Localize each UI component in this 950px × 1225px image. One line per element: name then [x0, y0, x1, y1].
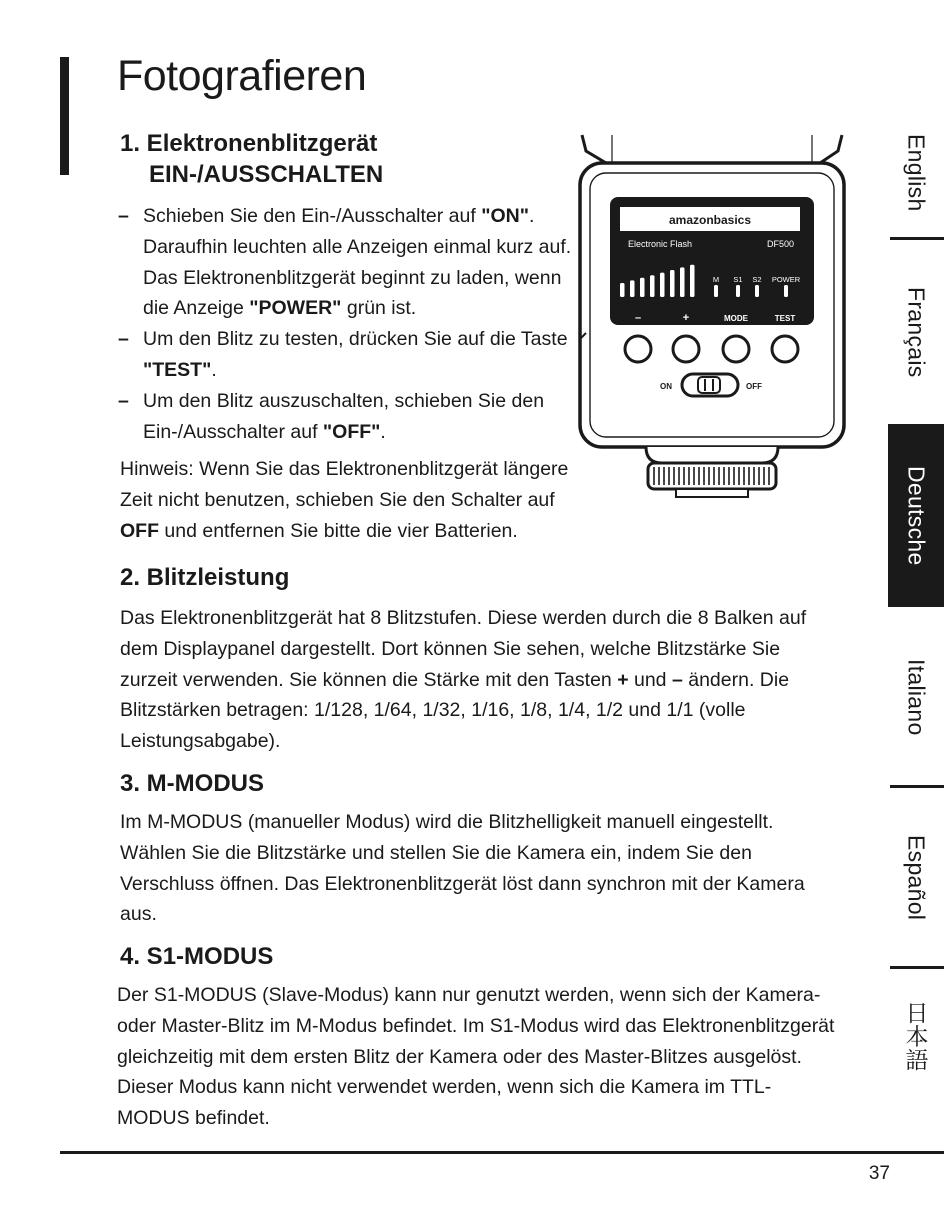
plus-symbol: +	[617, 668, 629, 691]
indicator-led-s1	[736, 285, 740, 297]
bullet-dash: –	[118, 205, 129, 227]
bullet-text: .	[211, 358, 217, 381]
bullet-text: Um den Blitz auszuschalten, schieben Sie den Ein-/Ausschalter auf	[143, 389, 545, 443]
power-level-bar	[660, 273, 665, 297]
page-title: Fotografieren	[117, 52, 367, 100]
flash-model-label: Electronic Flash	[628, 239, 693, 249]
bullet-text: .	[380, 420, 386, 443]
bullet-bold-power: "POWER"	[249, 297, 342, 320]
bullet-text: Schieben Sie den Ein-/Ausschalter auf	[143, 205, 482, 227]
minus-symbol: –	[671, 668, 683, 691]
indicator-led-power	[784, 285, 788, 297]
note-text: und entfernen Sie bitte die vier Batterien.	[159, 519, 518, 542]
section-marker-bar	[60, 57, 69, 175]
list-item	[118, 386, 578, 448]
tab-japanese[interactable]	[888, 972, 944, 1100]
tab-label: Italiano	[903, 658, 930, 736]
paragraph-text: ändern. Die Blitzstärken betragen: 1/128, 1/64, 1/32, 1/16, 1/8, 1/4, 1/2 und 1/1 (volle Leistungsabgabe).	[120, 668, 790, 753]
switch-label-off: OFF	[746, 382, 762, 391]
page-number: 37	[868, 1163, 890, 1184]
flash-brand-text: amazonbasics	[668, 213, 752, 227]
flash-plus-button	[673, 336, 699, 362]
power-level-bar	[680, 267, 685, 297]
section2-text	[120, 603, 840, 757]
tab-deutsche[interactable]	[888, 424, 944, 607]
power-level-bar	[670, 270, 675, 297]
flash-model-number: DF500	[766, 239, 794, 249]
section3-text: Im M-MODUS (manueller Modus) wird die Blitzhelligkeit manuell eingestellt. Wählen Sie die Blitzstärke und stellen Sie die Kamera ein, indem Sie den Verschluss öffnen. Das Elektronenblitzgerät löst dann synchron mit der Kamera aus.	[120, 811, 805, 926]
bullet-text: . Daraufhin leuchten alle Anzeigen einmal kurz auf. Das Elektronenblitzgerät beginnt zu laden, wenn die Anzeige	[143, 205, 572, 320]
bullet-text: Um den Blitz zu testen, drücken Sie auf die Taste	[143, 328, 568, 351]
language-tab-bar	[888, 110, 944, 1110]
bullet-dash: –	[118, 389, 129, 412]
hot-shoe-lock-wheel	[648, 463, 776, 489]
paragraph-text: und	[628, 668, 672, 691]
section1-heading-line1: 1. Elektronenblitzgerät	[120, 130, 378, 157]
tab-label: English	[903, 134, 930, 212]
button-label-test: TEST	[774, 314, 796, 323]
button-label-mode: MODE	[724, 314, 748, 323]
button-label-plus: +	[682, 312, 690, 324]
switch-label-on: ON	[660, 382, 672, 391]
tab-francais[interactable]	[888, 242, 944, 422]
flash-test-button	[772, 336, 798, 362]
section1-heading	[120, 128, 383, 190]
section3-heading: 3. M-MODUS	[120, 770, 264, 797]
power-level-bar	[650, 275, 655, 297]
bullet-bold-on: "ON"	[481, 205, 529, 227]
section4-heading: 4. S1-MODUS	[120, 943, 274, 970]
bullet-bold-off: "OFF"	[322, 420, 381, 443]
tab-label: 日本語	[902, 1001, 929, 1071]
power-level-bar	[620, 283, 625, 297]
indicator-led-s2	[755, 285, 759, 297]
indicator-label-s1: S1	[733, 275, 743, 284]
indicator-led-m	[714, 285, 718, 297]
note-bold-off: OFF	[120, 519, 159, 542]
bullet-dash: –	[118, 328, 129, 351]
flash-mode-button	[723, 336, 749, 362]
power-level-bar	[630, 280, 635, 297]
indicator-label-m: M	[712, 275, 720, 284]
button-label-minus: –	[634, 312, 642, 324]
list-item	[118, 324, 578, 386]
section1-note	[120, 454, 590, 546]
power-level-bar	[640, 278, 645, 297]
bullet-text: grün ist.	[341, 297, 417, 320]
tab-italiano[interactable]	[888, 610, 944, 784]
section1-bullet-list	[118, 201, 578, 447]
flash-unit-illustration	[576, 133, 848, 501]
bullet-bold-test: "TEST"	[143, 358, 212, 381]
tab-divider	[890, 966, 944, 969]
section1-heading-line2: EIN-/AUSSCHALTEN	[149, 161, 384, 188]
power-level-bar	[690, 265, 695, 297]
tab-english[interactable]	[888, 110, 944, 236]
section2-heading: 2. Blitzleistung	[120, 564, 290, 591]
tab-label: Español	[903, 835, 930, 921]
paragraph-text: Das Elektronenblitzgerät hat 8 Blitzstufen. Diese werden durch die 8 Balken auf dem Displaypanel dargestellt. Dort können Sie sehen, welche Blitzstärke Sie zurzeit verwenden. Sie können die Stärke mit den Tasten	[120, 607, 807, 691]
tab-espanol[interactable]	[888, 790, 944, 966]
indicator-label-power: POWER	[771, 275, 801, 284]
tab-label: Français	[903, 286, 930, 378]
list-item	[118, 201, 578, 324]
flash-minus-button	[625, 336, 651, 362]
tab-label: Deutsche	[903, 465, 930, 566]
tab-divider	[890, 237, 944, 240]
footer-rule	[60, 1151, 944, 1154]
tab-divider	[890, 785, 944, 788]
note-text: Hinweis: Wenn Sie das Elektronenblitzgerät längere Zeit nicht benutzen, schieben Sie den Schalter auf	[120, 458, 569, 511]
indicator-label-s2: S2	[752, 275, 762, 284]
section4-text: Der S1-MODUS (Slave-Modus) kann nur genutzt werden, wenn sich der Kamera- oder Master-Blitz im M-Modus befindet. Im S1-Modus wird das Elektronenblitzgerät gleichzeitig mit dem ersten Blitz der Kamera oder des Master-Blitzes ausgelöst. Dieser Modus kann nicht verwendet werden, wenn sich die Kamera im TTL-MODUS befindet.	[117, 984, 835, 1130]
